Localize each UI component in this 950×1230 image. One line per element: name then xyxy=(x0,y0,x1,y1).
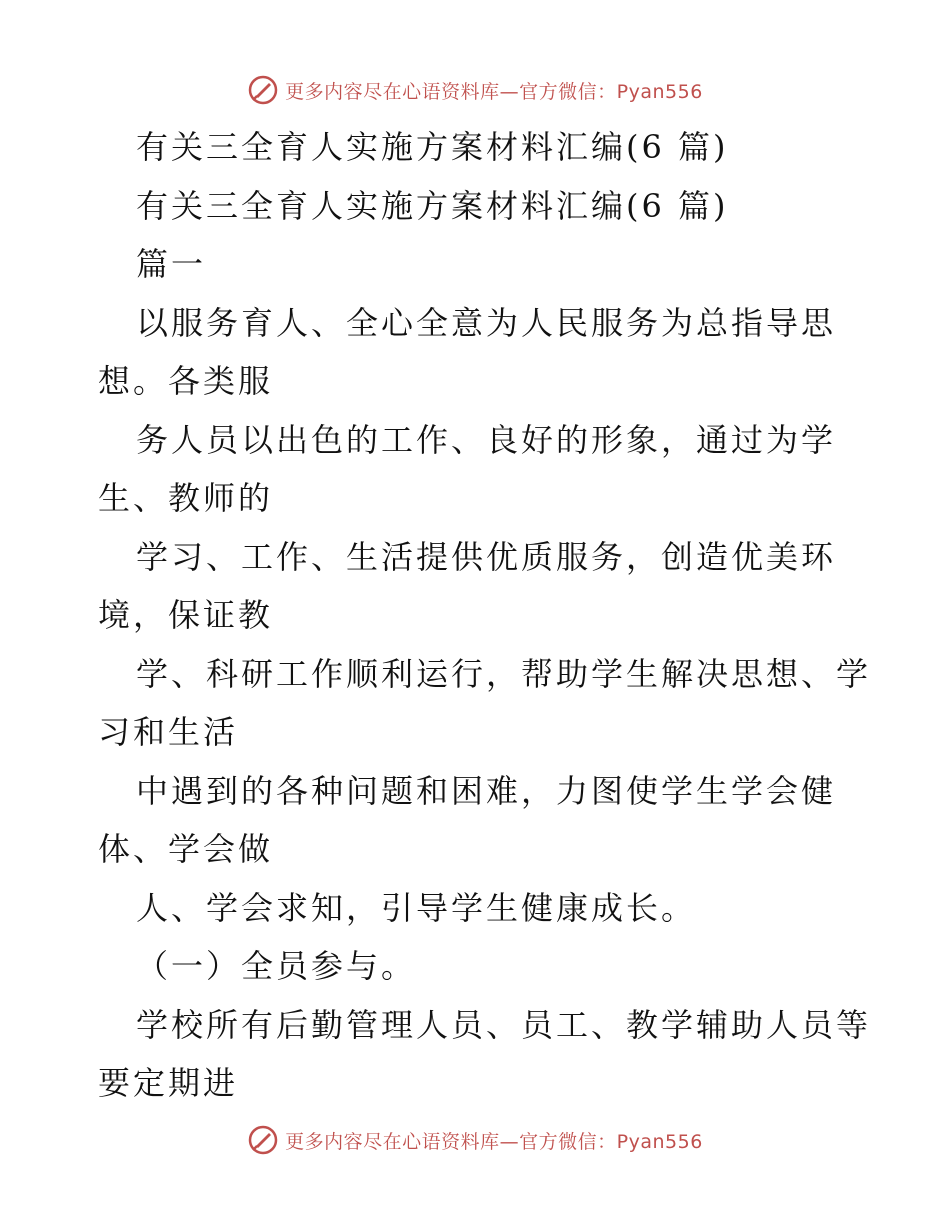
paragraph-line: 学习、工作、生活提供优质服务，创造优美环 xyxy=(136,537,837,576)
paragraph-line: 生、教师的 xyxy=(98,479,274,517)
paragraph-line: 学校所有后勤管理人员、员工、教学辅助人员等 xyxy=(136,1005,872,1044)
quill-seal-icon xyxy=(247,1124,279,1156)
subsection-heading: （一）全员参与。 xyxy=(136,947,417,985)
paragraph-line: 中遇到的各种问题和困难，力图使学生学会健 xyxy=(136,771,837,810)
watermark-text: 更多内容尽在心语资料库—官方微信：Pyan556 xyxy=(285,1130,703,1153)
paragraph-line: 境，保证教 xyxy=(98,596,274,634)
paragraph-line: 学、科研工作顺利运行，帮助学生解决思想、学 xyxy=(136,654,872,693)
paragraph-line: 人、学会求知，引导学生健康成长。 xyxy=(136,888,697,927)
paragraph-line: 以服务育人、全心全意为人民服务为总指导思 xyxy=(136,303,837,342)
paragraph-line: 想。各类服 xyxy=(98,362,274,400)
paragraph-line: 要定期进 xyxy=(98,1064,239,1102)
header-watermark-banner xyxy=(0,70,950,110)
watermark-text: 更多内容尽在心语资料库—官方微信：Pyan556 xyxy=(285,80,703,103)
quill-seal-icon xyxy=(247,74,279,106)
document-body xyxy=(98,118,872,1113)
paragraph-line: 习和生活 xyxy=(98,713,239,751)
paragraph-line: 务人员以出色的工作、良好的形象，通过为学 xyxy=(136,420,837,459)
document-title: 有关三全育人实施方案材料汇编(6 篇) xyxy=(136,128,729,166)
document-subtitle: 有关三全育人实施方案材料汇编(6 篇) xyxy=(136,186,729,225)
paragraph-line: 体、学会做 xyxy=(98,830,274,868)
section-heading: 篇一 xyxy=(136,245,207,283)
footer-watermark-banner xyxy=(0,1120,950,1160)
